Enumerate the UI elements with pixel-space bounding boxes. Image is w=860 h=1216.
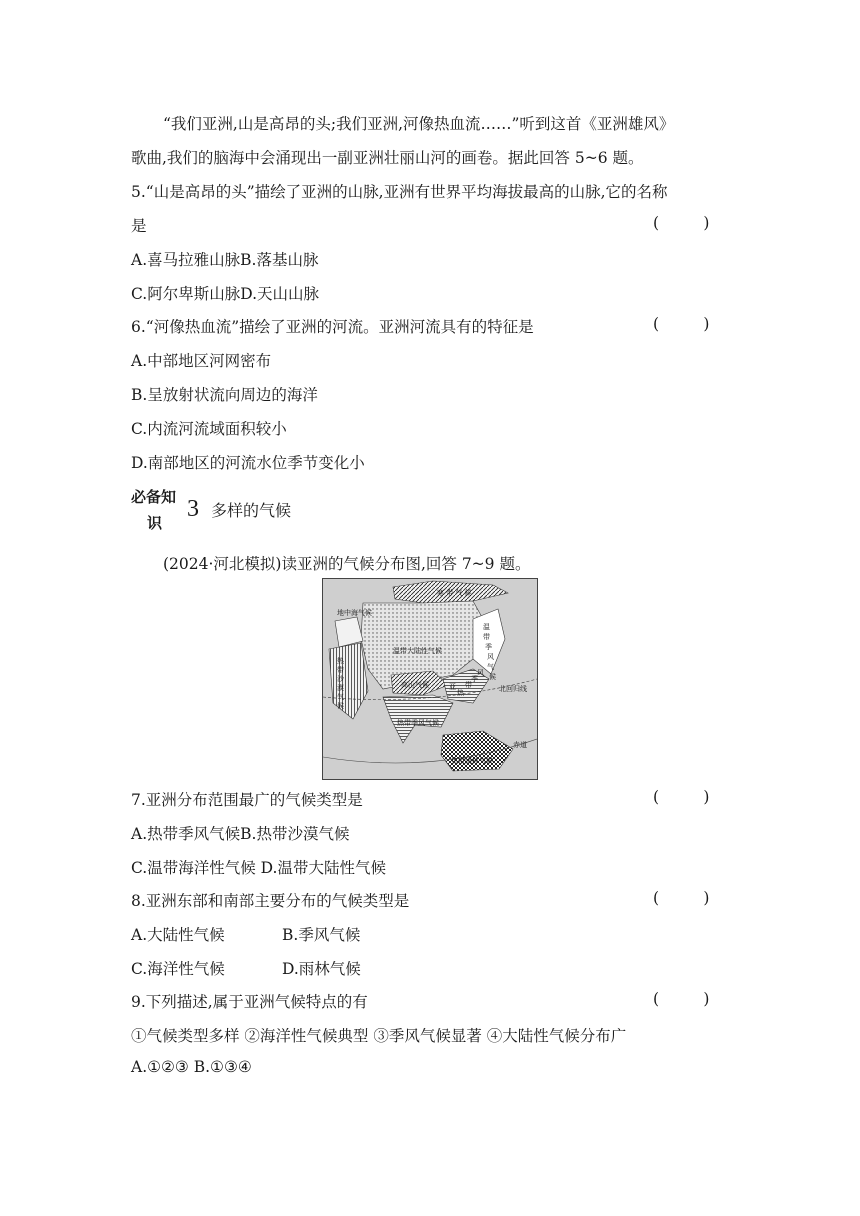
question-6-option-d: D.南部地区的河流水位季节变化小	[131, 454, 365, 472]
section-tag-cont: 识	[147, 514, 163, 532]
question-5-options-row-2: C.阿尔卑斯山脉D.天山山脉	[131, 285, 320, 303]
question-6-option-a: A.中部地区河网密布	[131, 352, 272, 370]
question-8-option-a: A.大陆性气候	[131, 926, 225, 944]
question-8-option-d: D.雨林气候	[282, 960, 361, 978]
question-6-stem: 6.“河像热血流”描绘了亚洲的河流。亚洲河流具有的特征是	[131, 318, 534, 336]
map-label-equator: 赤道	[513, 741, 527, 749]
map-label-temperate-monsoon: 季	[485, 643, 492, 651]
question-8-stem: 8.亚洲东部和南部主要分布的气候类型是	[131, 892, 410, 910]
map-label-subtropical: 季	[471, 675, 478, 683]
map-label-mediterranean: 地中海气候	[337, 609, 372, 617]
question-9-options-row-1: A.①②③ B.①③④	[131, 1058, 252, 1076]
map-label-temperate-monsoon: 气	[487, 663, 494, 671]
answer-bracket: ( )	[653, 214, 710, 232]
map-label-temperate-monsoon: 温	[483, 623, 490, 631]
map-label-temperate-continental: 温带大陆性气候	[393, 647, 442, 655]
intro-line-2: 歌曲,我们的脑海中会涌现出一副亚洲壮丽山河的画卷。据此回答 5~6 题。	[131, 149, 644, 167]
map-label-subtropical: 热	[457, 689, 464, 697]
question-5-stem-cont: 是	[131, 217, 147, 235]
map-label-temperate-monsoon: 候	[489, 673, 496, 681]
map-label-desert: 漠	[337, 684, 344, 692]
asia-climate-map	[322, 578, 538, 780]
answer-bracket: ( )	[653, 990, 710, 1008]
map-label-subtropical: 风	[477, 669, 484, 677]
question-6-option-b: B.呈放射状流向周边的海洋	[131, 386, 318, 404]
question-7-options-row-1: A.热带季风气候B.热带沙漠气候	[131, 825, 350, 843]
answer-bracket: ( )	[653, 315, 710, 333]
map-label-desert: 热	[337, 657, 344, 665]
map-label-desert: 候	[337, 702, 344, 710]
map-label-tundra: 寒 带 气 候	[437, 589, 472, 597]
map-label-desert: 气	[337, 693, 344, 701]
question-5-options-row-1: A.喜马拉雅山脉B.落基山脉	[131, 251, 319, 269]
map-label-subtropical: 带	[465, 681, 472, 689]
intro-line-1: “我们亚洲,山是高昂的头;我们亚洲,河像热血流……”听到这首《亚洲雄风》	[163, 115, 675, 133]
question-9-statements: ①气候类型多样 ②海洋性气候典型 ③季风气候显著 ④大陆性气候分布广	[131, 1027, 627, 1045]
question-7-stem: 7.亚洲分布范围最广的气候类型是	[131, 791, 363, 809]
question-9-stem: 9.下列描述,属于亚洲气候特点的有	[131, 993, 368, 1011]
answer-bracket: ( )	[653, 788, 710, 806]
map-label-subtropical: 亚	[449, 683, 456, 691]
question-7-options-row-2: C.温带海洋性气候 D.温带大陆性气候	[131, 859, 386, 877]
section-tag: 必备知	[131, 488, 177, 506]
map-label-desert: 带	[337, 666, 344, 674]
intro-2: (2024·河北模拟)读亚洲的气候分布图,回答 7~9 题。	[163, 555, 531, 573]
map-label-temperate-monsoon: 带	[483, 633, 490, 641]
section-number: 3	[187, 496, 199, 522]
section-title: 多样的气候	[211, 501, 292, 520]
map-label-tropic-line: 北回归线	[499, 685, 527, 693]
question-6-option-c: C.内流河流域面积较小	[131, 420, 287, 438]
question-8-option-c: C.海洋性气候	[131, 960, 225, 978]
map-label-temperate-monsoon: 风	[487, 653, 494, 661]
map-label-desert: 沙	[337, 675, 344, 683]
map-label-plateau: 高山气候	[401, 681, 429, 689]
answer-bracket: ( )	[653, 889, 710, 907]
map-label-rainforest: 热带雨林气候	[451, 757, 493, 765]
map-label-tropical-monsoon: 热带季风气候	[397, 719, 439, 727]
question-8-option-b: B.季风气候	[282, 926, 361, 944]
question-5-stem: 5.“山是高昂的头”描绘了亚洲的山脉,亚洲有世界平均海拔最高的山脉,它的名称	[131, 183, 668, 201]
